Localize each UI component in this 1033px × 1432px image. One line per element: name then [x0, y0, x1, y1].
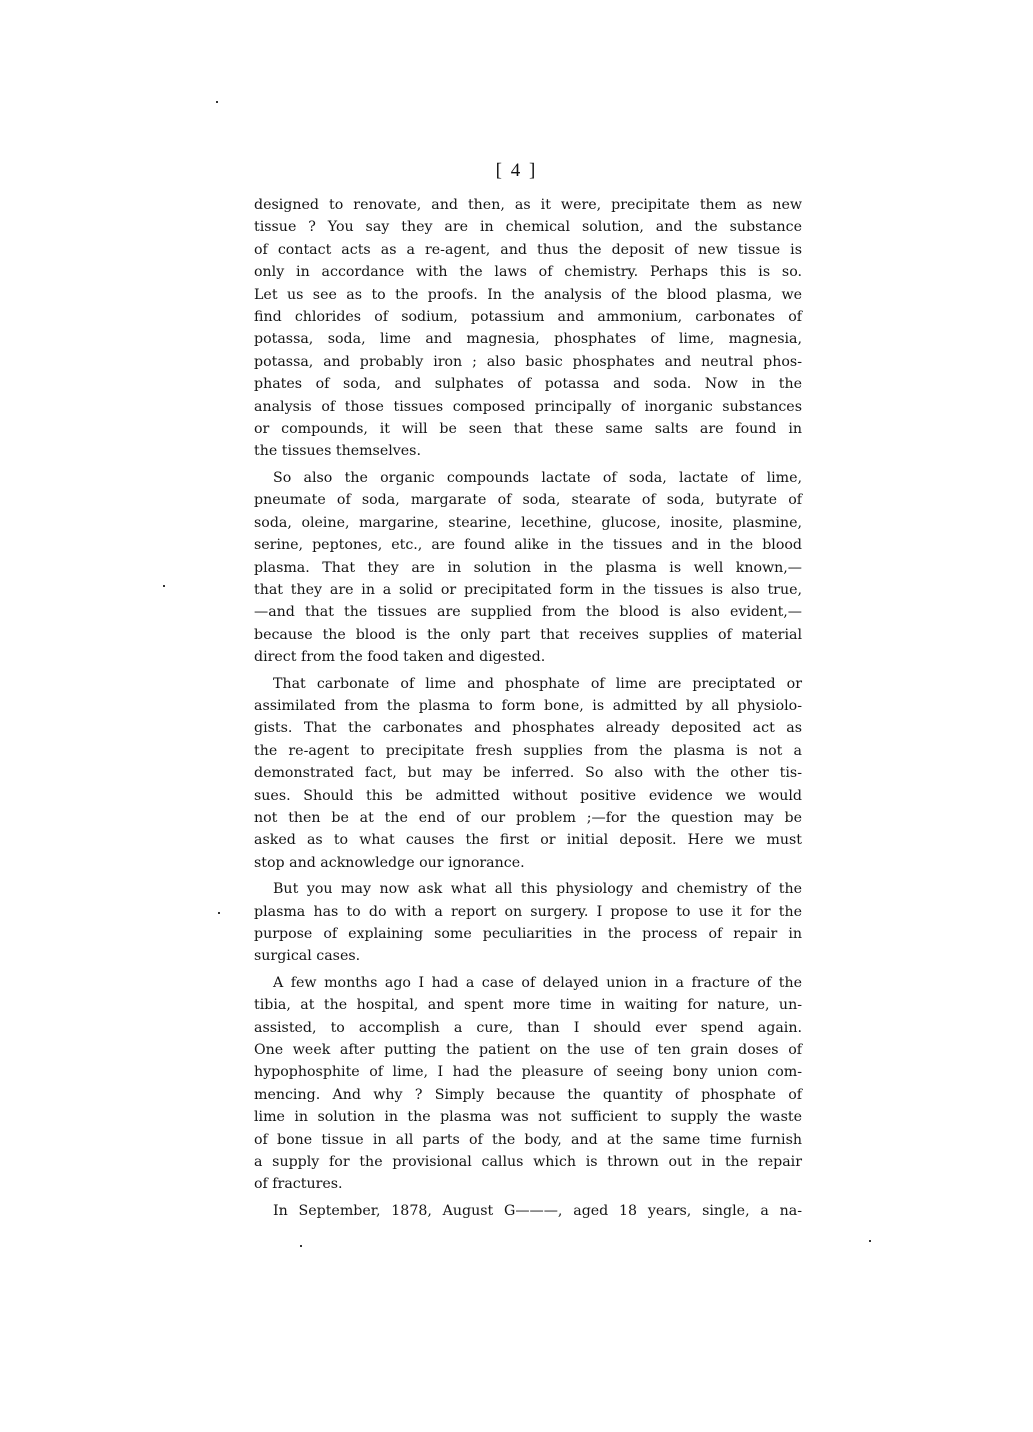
- paragraph: [235, 972, 802, 1196]
- page-number: [ 4 ]: [495, 160, 538, 181]
- paragraph: [235, 673, 802, 875]
- text-line: purpose of explaining some peculiarities in the process of repair in: [254, 926, 802, 942]
- text-line: not then be at the end of our problem ;—for the question may be: [254, 809, 802, 826]
- text-line: But you may now ask what all this physiology and chemistry of the: [273, 881, 802, 898]
- text-line: stop and acknowledge our ignorance.: [254, 854, 525, 871]
- text-line: sues. Should this be admitted without positive evidence we would: [254, 787, 802, 804]
- text-line: mencing. And why ? Simply because the quantity of phosphate of: [254, 1086, 802, 1103]
- text-line: the re-agent to precipitate fresh supplies from the plasma is not a: [254, 742, 802, 759]
- text-line: pneumate of soda, margarate of soda, stearate of soda, butyrate of: [254, 492, 802, 509]
- scan-speck: [163, 585, 165, 587]
- text-line: Let us see as to the proofs. In the analysis of the blood plasma, we: [254, 286, 802, 303]
- text-line: asked as to what causes the first or initial deposit. Here we must: [254, 832, 802, 849]
- text-line: analysis of those tissues composed principally of inorganic substances: [254, 398, 802, 415]
- body-text: [235, 194, 802, 1226]
- scan-speck: [869, 1240, 871, 1242]
- text-line: So also the organic compounds lactate of soda, lactate of lime,: [273, 469, 802, 486]
- text-line: of bone tissue in all parts of the body, and at the same time furnish: [254, 1131, 802, 1148]
- paragraph: [235, 878, 802, 968]
- text-line: gists. That the carbonates and phosphates already deposited act as: [254, 720, 802, 737]
- text-line: demonstrated fact, but may be inferred. So also with the other tis-: [254, 765, 802, 782]
- scan-speck: [300, 1245, 302, 1247]
- text-line: plasma has to do with a report on surgery. I propose to use it for the: [254, 903, 802, 920]
- text-line: One week after putting the patient on the use of ten grain doses of: [254, 1042, 802, 1059]
- paragraph: [235, 1200, 802, 1222]
- scan-speck: [218, 912, 220, 914]
- text-line: plasma. That they are in solution in the plasma is well known,—: [254, 559, 802, 576]
- paragraph: [235, 194, 802, 463]
- text-line: —and that the tissues are supplied from the blood is also evident,—: [254, 604, 802, 621]
- text-line: lime in solution in the plasma was not sufficient to supply the waste: [254, 1109, 802, 1126]
- text-line: the tissues themselves.: [254, 443, 421, 460]
- text-line: only in accordance with the laws of chemistry. Perhaps this is so.: [254, 264, 802, 281]
- text-line: soda, oleine, margarine, stearine, lecethine, glucose, inosite, plasmine,: [254, 514, 802, 531]
- text-line: assisted, to accomplish a cure, than I should ever spend again.: [254, 1019, 802, 1036]
- text-line: serine, peptones, etc., are found alike in the tissues and in the blood: [254, 537, 802, 554]
- text-line: assimilated from the plasma to form bone, is admitted by all physiolo-: [254, 697, 802, 714]
- text-line: surgical cases.: [254, 948, 361, 965]
- text-line: of fractures.: [254, 1176, 343, 1193]
- text-line: potassa, soda, lime and magnesia, phosphates of lime, magnesia,: [254, 331, 802, 348]
- text-line: hypophosphite of lime, I had the pleasure of seeing bony union com-: [254, 1064, 802, 1081]
- text-line: because the blood is the only part that receives supplies of material: [254, 626, 802, 643]
- text-line: that they are in a solid or precipitated form in the tissues is also true,: [254, 581, 802, 598]
- paragraph: [235, 467, 802, 669]
- text-line: A few months ago I had a case of delayed union in a fracture of the: [273, 974, 802, 991]
- text-line: In September, 1878, August G———, aged 18 years, single, a na-: [273, 1202, 802, 1219]
- text-line: or compounds, it will be seen that these same salts are found in: [254, 421, 802, 438]
- text-line: That carbonate of lime and phosphate of lime are preciptated or: [273, 675, 802, 692]
- text-line: designed to renovate, and then, as it were, precipitate them as new: [254, 197, 802, 213]
- text-line: phates of soda, and sulphates of potassa and soda. Now in the: [254, 376, 802, 393]
- text-line: find chlorides of sodium, potassium and ammonium, carbonates of: [254, 309, 802, 326]
- text-line: potassa, and probably iron ; also basic phosphates and neutral phos-: [254, 353, 802, 370]
- text-line: direct from the food taken and digested.: [254, 649, 546, 666]
- text-line: tissue ? You say they are in chemical solution, and the substance: [254, 219, 802, 236]
- text-line: of contact acts as a re-agent, and thus the deposit of new tissue is: [254, 241, 802, 258]
- scan-speck: [216, 101, 218, 103]
- text-line: tibia, at the hospital, and spent more time in waiting for nature, un-: [254, 997, 802, 1014]
- text-line: a supply for the provisional callus which is thrown out in the repair: [254, 1154, 802, 1171]
